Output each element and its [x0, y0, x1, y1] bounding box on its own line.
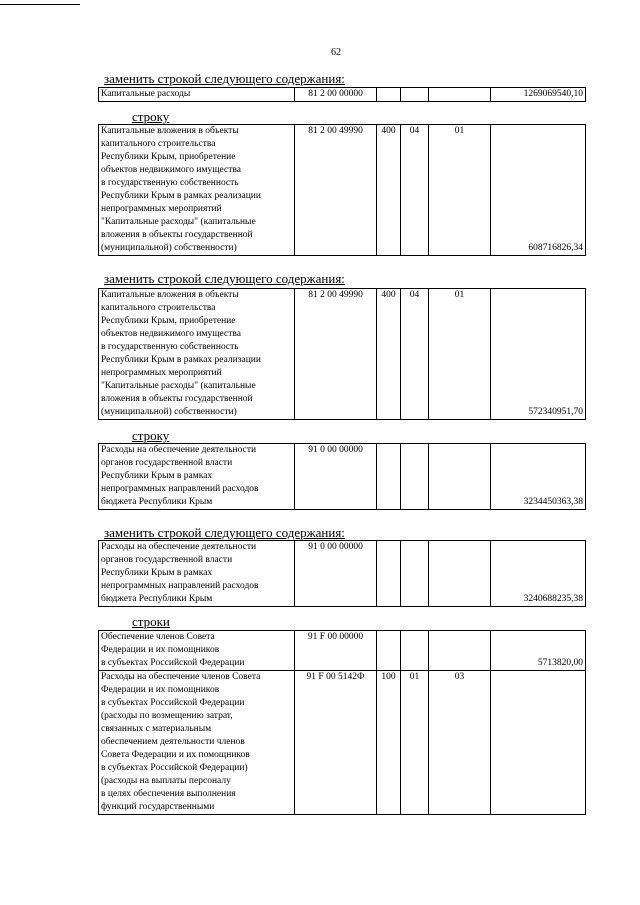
expense-type-cell: 400	[377, 289, 401, 420]
expense-name-line: Республики Крым, приобретение	[101, 152, 236, 162]
rows-caption: строки	[132, 614, 170, 629]
expense-name-line: Расходы на обеспечение деятельности	[101, 445, 257, 455]
budget-table	[98, 124, 586, 256]
row-caption: строку	[132, 428, 170, 443]
replace-caption: заменить строкой следующего содержания:	[104, 525, 345, 540]
target-code-cell: 81 2 00 49990	[295, 289, 377, 420]
expense-name-line: Капитальные вложения в объекты	[101, 126, 239, 136]
table-row	[99, 671, 586, 815]
expense-name-line: Расходы на обеспечение деятельности	[101, 542, 257, 552]
section-cell: 04	[401, 125, 429, 256]
expense-name-line: "Капитальные расходы" (капитальные	[101, 217, 256, 227]
expense-name-line: бюджета Республики Крым	[101, 497, 213, 507]
expense-name-cell	[99, 671, 295, 815]
amount-cell	[491, 671, 586, 815]
table-row	[99, 125, 586, 256]
budget-table	[98, 288, 586, 420]
section-cell	[401, 444, 429, 510]
budget-table	[98, 540, 586, 607]
subsection-cell: 01	[429, 125, 491, 256]
expense-name-line: Капитальные расходы	[101, 89, 191, 99]
target-code-cell: 91 F 00 5142Ф	[295, 671, 377, 815]
expense-name-line: обеспечением деятельности членов	[101, 737, 245, 747]
expense-name-line: Совета Федерации и их помощников	[101, 750, 250, 760]
table-row	[99, 88, 586, 102]
expense-type-cell	[377, 541, 401, 607]
expense-name-line: Обеспечение членов Совета	[101, 632, 215, 642]
expense-name-line: органов государственной власти	[101, 458, 233, 468]
expense-name-line: объектов недвижимого имущества	[101, 329, 241, 339]
amount-cell: 5713820,00	[491, 631, 586, 671]
budget-table	[98, 87, 586, 102]
expense-name-line: Республики Крым в рамках реализации	[101, 191, 261, 201]
expense-type-cell	[377, 631, 401, 671]
amount-cell: 1269069540,10	[491, 88, 586, 102]
expense-name-line: капитального строительства	[101, 303, 216, 313]
expense-name-line: непрограммных направлений расходов	[101, 581, 259, 591]
expense-name-cell	[99, 88, 295, 102]
budget-table	[98, 443, 586, 510]
expense-name-line: в целях обеспечения выполнения	[101, 789, 236, 799]
expense-name-line: непрограммных мероприятий	[101, 204, 222, 214]
expense-name-line: (муниципальной) собственности)	[101, 407, 237, 417]
section-cell	[401, 88, 429, 102]
section-cell: 04	[401, 289, 429, 420]
expense-name-cell	[99, 631, 295, 671]
expense-name-line: объектов недвижимого имущества	[101, 165, 241, 175]
expense-type-cell	[377, 444, 401, 510]
target-code-cell: 91 0 00 00000	[295, 541, 377, 607]
amount-cell: 572340951,70	[491, 289, 586, 420]
table-row	[99, 444, 586, 510]
amount-cell: 3240688235,38	[491, 541, 586, 607]
subsection-cell: 03	[429, 671, 491, 815]
target-code-cell: 81 2 00 00000	[295, 88, 377, 102]
expense-name-line: функций государственными	[101, 802, 215, 812]
row-caption: строку	[132, 109, 170, 124]
expense-type-cell: 400	[377, 125, 401, 256]
expense-name-line: (расходы на выплаты персоналу	[101, 776, 231, 786]
target-code-cell: 91 0 00 00000	[295, 444, 377, 510]
expense-name-line: Федерации и их помощников	[101, 645, 220, 655]
expense-name-line: (расходы по возмещению затрат,	[101, 711, 233, 721]
expense-name-cell	[99, 541, 295, 607]
expense-name-line: Республики Крым в рамках	[101, 568, 213, 578]
expense-name-line: Республики Крым, приобретение	[101, 316, 236, 326]
expense-name-line: Капитальные вложения в объекты	[101, 290, 239, 300]
expense-name-line: непрограммных направлений расходов	[101, 484, 259, 494]
page-number: 62	[331, 47, 341, 58]
budget-table	[98, 630, 586, 815]
expense-name-line: связанных с материальным	[101, 724, 212, 734]
expense-name-line: в субъектах Российской Федерации	[101, 658, 245, 668]
expense-name-line: в государственную собственность	[101, 178, 239, 188]
top-rule	[0, 4, 80, 5]
section-cell	[401, 541, 429, 607]
expense-name-line: вложения в объекты государственной	[101, 394, 253, 404]
expense-name-line: в субъектах Российской Федерации	[101, 698, 245, 708]
expense-name-line: капитального строительства	[101, 139, 216, 149]
expense-type-cell: 100	[377, 671, 401, 815]
table-row	[99, 289, 586, 420]
table-row	[99, 541, 586, 607]
replace-caption: заменить строкой следующего содержания:	[104, 271, 345, 286]
expense-type-cell	[377, 88, 401, 102]
expense-name-line: "Капитальные расходы" (капитальные	[101, 381, 256, 391]
amount-cell: 3234450363,38	[491, 444, 586, 510]
section-cell: 01	[401, 671, 429, 815]
subsection-cell	[429, 88, 491, 102]
expense-name-line: органов государственной власти	[101, 555, 233, 565]
subsection-cell: 01	[429, 289, 491, 420]
expense-name-line: Республики Крым в рамках реализации	[101, 355, 261, 365]
expense-name-line: бюджета Республики Крым	[101, 594, 213, 604]
target-code-cell: 81 2 00 49990	[295, 125, 377, 256]
expense-name-line: в государственную собственность	[101, 342, 239, 352]
expense-name-line: (муниципальной) собственности)	[101, 243, 237, 253]
expense-name-cell	[99, 289, 295, 420]
table-row	[99, 631, 586, 671]
expense-name-line: Республики Крым в рамках	[101, 471, 213, 481]
section-cell	[401, 631, 429, 671]
replace-caption: заменить строкой следующего содержания:	[104, 71, 345, 86]
amount-cell: 608716826,34	[491, 125, 586, 256]
target-code-cell: 91 F 00 00000	[295, 631, 377, 671]
expense-name-line: Расходы на обеспечение членов Совета	[101, 672, 261, 682]
expense-name-line: вложения в объекты государственной	[101, 230, 253, 240]
subsection-cell	[429, 631, 491, 671]
expense-name-line: Федерации и их помощников	[101, 685, 220, 695]
subsection-cell	[429, 541, 491, 607]
expense-name-cell	[99, 444, 295, 510]
expense-name-cell	[99, 125, 295, 256]
expense-name-line: непрограммных мероприятий	[101, 368, 222, 378]
expense-name-line: в субъектах Российской Федерации)	[101, 763, 248, 773]
subsection-cell	[429, 444, 491, 510]
